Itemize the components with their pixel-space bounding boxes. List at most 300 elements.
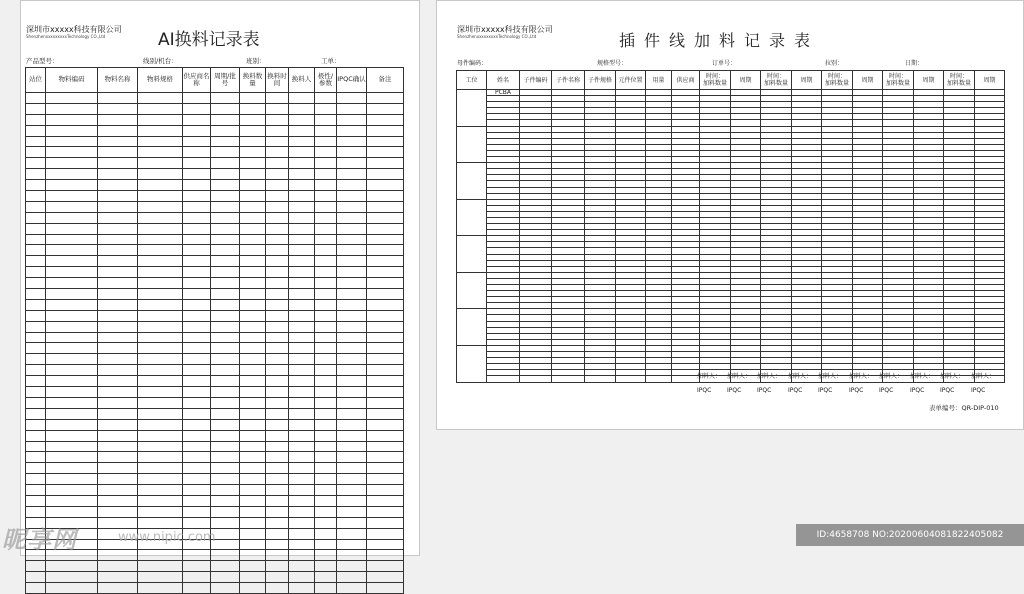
watermark-id: ID:4658708 NO:20200604081822405082: [796, 524, 1024, 546]
table-cell: [26, 201, 46, 212]
table-cell: [367, 550, 404, 561]
table-cell: [26, 343, 46, 354]
table-cell: [26, 365, 46, 376]
table-cell: [315, 158, 337, 169]
header-operator: 换料人: [289, 68, 315, 93]
table-cell: [46, 201, 98, 212]
table-cell: [26, 180, 46, 191]
table-cell: [211, 201, 240, 212]
table-cell: [183, 180, 211, 191]
table-cell: [367, 201, 404, 212]
table-cell: [240, 365, 266, 376]
table-cell: [183, 267, 211, 278]
table-cell: [46, 474, 98, 485]
table-cell: [367, 354, 404, 365]
table-cell: [183, 452, 211, 463]
table-cell: [183, 201, 211, 212]
company-name-en: ShenzhenxxxxxxxxxTechnology CO.,Ltd: [26, 34, 106, 39]
table-cell: [337, 430, 367, 441]
table-row: [26, 212, 404, 223]
table-cell: [240, 299, 266, 310]
table-cell: [46, 267, 98, 278]
table-cell: [289, 136, 315, 147]
table-cell: [98, 267, 138, 278]
table-cell: [46, 583, 98, 594]
table-cell: [211, 289, 240, 300]
table-cell: [315, 517, 337, 528]
table-cell: [240, 463, 266, 474]
table-cell: [289, 441, 315, 452]
table-cell: [240, 332, 266, 343]
refill-record-table: [25, 67, 404, 594]
table-cell: [367, 387, 404, 398]
table-cell: [289, 201, 315, 212]
table-cell: [552, 376, 585, 382]
table-row: [26, 441, 404, 452]
table-cell: [183, 517, 211, 528]
table-cell: [240, 147, 266, 158]
table-cell: [337, 169, 367, 180]
table-row: [26, 223, 404, 234]
table-cell: [46, 572, 98, 583]
table-cell: [240, 528, 266, 539]
table-cell: [315, 430, 337, 441]
table-cell: [266, 452, 289, 463]
table-cell: [183, 463, 211, 474]
table-cell: [26, 474, 46, 485]
table-row: [26, 321, 404, 332]
table-cell: [266, 485, 289, 496]
table-cell: [289, 180, 315, 191]
table-cell: [367, 441, 404, 452]
table-cell: [240, 310, 266, 321]
table-cell: [98, 125, 138, 136]
table-cell: [367, 212, 404, 223]
table-cell: [26, 430, 46, 441]
table-cell: [367, 365, 404, 376]
table-cell: [315, 180, 337, 191]
table-cell: [240, 180, 266, 191]
table-row: [26, 114, 404, 125]
table-cell: [266, 158, 289, 169]
table-cell: [266, 495, 289, 506]
table-cell: [367, 397, 404, 408]
table-cell: [26, 212, 46, 223]
table-cell: [289, 321, 315, 332]
table-cell: [183, 234, 211, 245]
table-cell: [138, 583, 183, 594]
table-cell: [211, 387, 240, 398]
info-product-model: 产品型号：: [26, 57, 59, 65]
table-cell: [240, 321, 266, 332]
pcba-label: PCBA: [487, 90, 520, 96]
table-cell: [367, 474, 404, 485]
table-cell: [183, 278, 211, 289]
table-cell: [367, 267, 404, 278]
table-cell: [266, 289, 289, 300]
sign-adder: 加料人：: [757, 373, 782, 380]
table-cell: [367, 495, 404, 506]
info-line-machine: 线别/机台：: [143, 57, 178, 65]
table-cell: [367, 583, 404, 594]
table-cell: [240, 289, 266, 300]
table-cell: [98, 452, 138, 463]
table-cell: [337, 234, 367, 245]
table-cell: [240, 125, 266, 136]
info-parent-code: 母件编码：: [457, 60, 488, 67]
table-cell: [266, 332, 289, 343]
table-cell: [315, 561, 337, 572]
table-cell: [138, 452, 183, 463]
table-cell: [183, 506, 211, 517]
table-cell: [337, 408, 367, 419]
table-cell: [367, 528, 404, 539]
table-cell: [315, 245, 337, 256]
table-cell: [183, 354, 211, 365]
table-cell: [266, 365, 289, 376]
table-cell: [98, 321, 138, 332]
table-cell: [98, 343, 138, 354]
table-cell: [240, 267, 266, 278]
station-cell: [457, 345, 487, 382]
table-cell: [266, 201, 289, 212]
table-cell: [138, 191, 183, 202]
table-cell: [240, 169, 266, 180]
table-cell: [266, 114, 289, 125]
header-material-code: 物料编码: [46, 68, 98, 93]
table-cell: [266, 234, 289, 245]
table-cell: [315, 495, 337, 506]
sign-adder: 加料人：: [849, 373, 874, 380]
table-cell: [337, 561, 367, 572]
table-cell: [367, 517, 404, 528]
table-cell: [367, 278, 404, 289]
station-cell: [457, 199, 487, 236]
table-cell: [183, 158, 211, 169]
table-row: [26, 299, 404, 310]
table-cell: [315, 485, 337, 496]
table-cell: [240, 354, 266, 365]
table-row: [26, 267, 404, 278]
table-cell: [337, 397, 367, 408]
table-cell: [289, 419, 315, 430]
station-cell: [457, 272, 487, 309]
header-ipqc: IPQC确认: [337, 68, 367, 93]
header-sub-code: 子件编码: [520, 71, 552, 90]
table-cell: [315, 387, 337, 398]
table-row: [26, 180, 404, 191]
table-cell: [266, 321, 289, 332]
header-polarity: 极性/参数: [315, 68, 337, 93]
table-cell: [315, 234, 337, 245]
table-cell: [240, 136, 266, 147]
table-cell: [337, 419, 367, 430]
table-cell: [240, 376, 266, 387]
table-cell: [211, 376, 240, 387]
company-header: [26, 25, 122, 39]
header-supplier-name: 供应商名称: [183, 68, 211, 93]
table-cell: [98, 212, 138, 223]
table-row: [26, 256, 404, 267]
table-cell: [337, 158, 367, 169]
table-cell: [46, 419, 98, 430]
table-cell: [138, 201, 183, 212]
table-cell: [26, 485, 46, 496]
header-remark: 备注: [367, 68, 404, 93]
header-material-name: 物料名称: [98, 68, 138, 93]
table-cell: [26, 321, 46, 332]
table-cell: [26, 93, 46, 104]
sign-ipqc: IPQC: [849, 387, 864, 394]
table-cell: [266, 376, 289, 387]
table-cell: [211, 583, 240, 594]
table-cell: [315, 506, 337, 517]
table-row: [26, 93, 404, 104]
table-cell: [266, 419, 289, 430]
table-cell: [289, 278, 315, 289]
table-cell: [138, 114, 183, 125]
table-row: [26, 125, 404, 136]
info-row: [457, 58, 1017, 68]
table-cell: [138, 572, 183, 583]
table-cell: [26, 408, 46, 419]
table-row: [26, 583, 404, 594]
table-cell: [367, 539, 404, 550]
table-cell: [337, 136, 367, 147]
table-cell: [315, 332, 337, 343]
table-cell: [26, 463, 46, 474]
sign-adder: 加料人：: [818, 373, 843, 380]
table-cell: [315, 397, 337, 408]
table-cell: [46, 343, 98, 354]
table-cell: [289, 506, 315, 517]
table-cell: [183, 376, 211, 387]
sign-ipqc: IPQC: [971, 387, 986, 394]
table-cell: [266, 430, 289, 441]
table-cell: [315, 539, 337, 550]
table-cell: [337, 495, 367, 506]
table-cell: [289, 256, 315, 267]
table-row: [26, 136, 404, 147]
table-cell: [138, 267, 183, 278]
table-cell: [367, 136, 404, 147]
table-cell: [211, 419, 240, 430]
table-cell: [289, 212, 315, 223]
table-cell: [138, 299, 183, 310]
table-cell: [211, 278, 240, 289]
table-cell: [289, 376, 315, 387]
table-cell: [266, 245, 289, 256]
table-cell: [183, 114, 211, 125]
table-cell: [98, 354, 138, 365]
table-cell: [240, 343, 266, 354]
table-cell: [315, 136, 337, 147]
table-cell: [46, 561, 98, 572]
table-row: [26, 332, 404, 343]
table-cell: [266, 93, 289, 104]
table-cell: [46, 180, 98, 191]
table-cell: [46, 103, 98, 114]
table-cell: [46, 234, 98, 245]
table-cell: [315, 365, 337, 376]
table-cell: [367, 376, 404, 387]
table-cell: [240, 572, 266, 583]
header-component-location: 元件位置: [616, 71, 646, 90]
table-cell: [138, 103, 183, 114]
table-cell: [211, 299, 240, 310]
table-cell: [211, 321, 240, 332]
table-cell: [337, 256, 367, 267]
header-name: 姓名: [487, 71, 520, 90]
table-cell: [240, 201, 266, 212]
header-period: 周期: [731, 71, 761, 90]
table-cell: [367, 408, 404, 419]
table-cell: [138, 332, 183, 343]
sign-ipqc: IPQC: [940, 387, 955, 394]
table-row: [26, 485, 404, 496]
table-cell: [240, 430, 266, 441]
header-station: 站位: [26, 68, 46, 93]
table-row: [26, 169, 404, 180]
header-time-qty: 时间： 加料数量: [944, 71, 975, 90]
table-cell: [138, 158, 183, 169]
form-number: 表单编号：QR-DIP-010: [929, 404, 999, 412]
table-cell: [46, 452, 98, 463]
table-cell: [289, 93, 315, 104]
table-cell: [183, 103, 211, 114]
table-cell: [138, 234, 183, 245]
table-row: [26, 158, 404, 169]
table-cell: [337, 550, 367, 561]
table-cell: [616, 376, 646, 382]
table-cell: [183, 550, 211, 561]
watermark-logo: 昵享网: [2, 526, 77, 554]
table-cell: [26, 441, 46, 452]
table-cell: [138, 125, 183, 136]
table-cell: [46, 278, 98, 289]
table-cell: [26, 376, 46, 387]
sign-ipqc: IPQC: [727, 387, 742, 394]
table-cell: [646, 376, 672, 382]
table-cell: [98, 234, 138, 245]
table-cell: [138, 354, 183, 365]
table-cell: [211, 212, 240, 223]
table-cell: [26, 387, 46, 398]
company-header: [457, 25, 553, 39]
table-cell: [98, 441, 138, 452]
table-cell: [337, 485, 367, 496]
table-cell: [98, 463, 138, 474]
table-cell: [211, 550, 240, 561]
table-cell: [98, 256, 138, 267]
table-cell: [337, 310, 367, 321]
table-cell: [337, 93, 367, 104]
table-cell: [211, 180, 240, 191]
table-cell: [98, 201, 138, 212]
table-cell: [183, 212, 211, 223]
table-cell: [266, 387, 289, 398]
table-cell: [289, 572, 315, 583]
table-cell: [26, 256, 46, 267]
table-cell: [46, 354, 98, 365]
table-cell: [315, 125, 337, 136]
table-cell: [367, 343, 404, 354]
table-cell: [337, 201, 367, 212]
header-material-spec: 物料规格: [138, 68, 183, 93]
table-cell: [138, 147, 183, 158]
table-cell: [211, 430, 240, 441]
table-row: [26, 517, 404, 528]
header-period: 周期: [914, 71, 944, 90]
table-cell: [211, 191, 240, 202]
table-cell: [337, 278, 367, 289]
table-row: [26, 452, 404, 463]
sign-adder: 加料人：: [910, 373, 935, 380]
table-cell: [183, 343, 211, 354]
table-cell: [211, 343, 240, 354]
table-cell: [289, 191, 315, 202]
table-cell: [26, 136, 46, 147]
table-cell: [138, 365, 183, 376]
company-name-en: ShenzhenxxxxxxxxxTechnology CO.,Ltd: [457, 34, 537, 39]
table-cell: [289, 310, 315, 321]
table-cell: [138, 223, 183, 234]
table-cell: [26, 495, 46, 506]
table-cell: [266, 267, 289, 278]
table-cell: [266, 299, 289, 310]
header-time-qty: 时间： 加料数量: [700, 71, 731, 90]
table-cell: [26, 147, 46, 158]
table-cell: [183, 474, 211, 485]
table-cell: [98, 299, 138, 310]
table-cell: [315, 93, 337, 104]
table-cell: [315, 354, 337, 365]
table-cell: [266, 212, 289, 223]
table-cell: [46, 158, 98, 169]
table-cell: [337, 245, 367, 256]
table-cell: [183, 419, 211, 430]
table-cell: [98, 223, 138, 234]
table-cell: [289, 387, 315, 398]
table-cell: [46, 495, 98, 506]
table-cell: [183, 397, 211, 408]
table-cell: [367, 419, 404, 430]
table-cell: [315, 191, 337, 202]
table-cell: [98, 180, 138, 191]
table-cell: [240, 397, 266, 408]
table-cell: [367, 169, 404, 180]
table-cell: [46, 212, 98, 223]
info-spec-model: 规格型号：: [597, 60, 628, 67]
table-cell: [211, 397, 240, 408]
table-cell: [183, 289, 211, 300]
table-cell: [138, 136, 183, 147]
table-cell: [266, 561, 289, 572]
table-cell: [289, 289, 315, 300]
table-cell: [138, 495, 183, 506]
table-row: [26, 408, 404, 419]
table-row: [26, 234, 404, 245]
table-cell: [367, 256, 404, 267]
table-cell: [98, 419, 138, 430]
table-cell: [26, 572, 46, 583]
table-cell: [211, 408, 240, 419]
table-row: [26, 103, 404, 114]
table-cell: [367, 245, 404, 256]
table-cell: [46, 299, 98, 310]
table-cell: [367, 103, 404, 114]
table-cell: [98, 397, 138, 408]
